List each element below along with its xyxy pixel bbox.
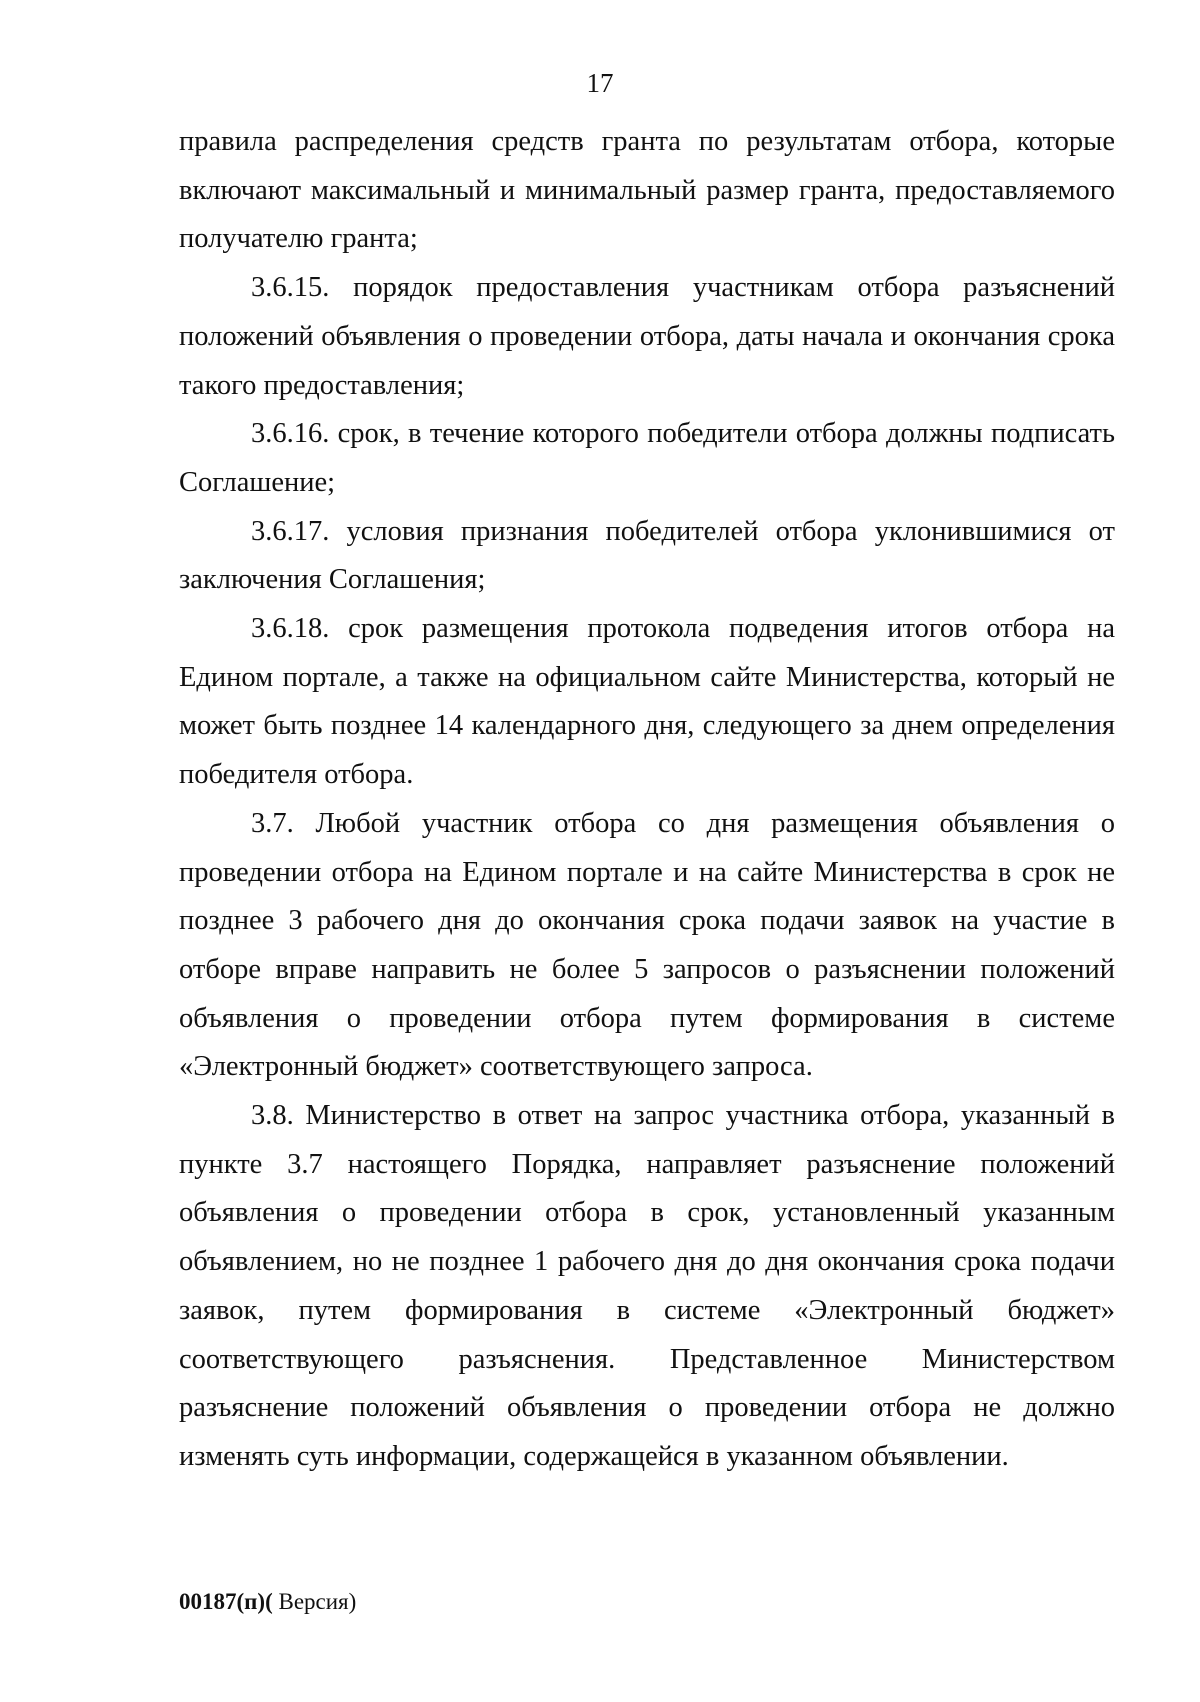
- page-number: 17: [586, 68, 614, 98]
- document-footer: [179, 1588, 356, 1616]
- paragraph-grant-distribution-rules: правила распределения средств гранта по результатам отбора, которые включают максимальный и минимальный размер гранта, предоставляемого получателю гранта;: [179, 126, 1115, 255]
- document-body: [179, 118, 1115, 1482]
- paragraph-3-6-18: 3.6.18. срок размещения протокола подведения итогов отбора на Едином портале, а также на официальном сайте Министерства, который не может быть позднее 14 календарного дня, следующего за днем определения победителя отбора.: [179, 613, 1115, 791]
- paragraph-3-8: 3.8. Министерство в ответ на запрос участника отбора, указанный в пункте 3.7 настоящего Порядка, направляет разъяснение положений объявления о проведении отбора в срок, установленный указанным объявлением, но не позднее 1 рабочего дня до дня окончания срока подачи заявок, путем формирования в системе «Электронный бюджет» соответствующего разъяснения. Представленное Министерством разъяснение положений объявления о проведении отбора не должно изменять суть информации, содержащейся в указанном объявлении.: [179, 1100, 1115, 1472]
- paragraph-3-6-17: 3.6.17. условия признания победителей отбора уклонившимися от заключения Соглашения;: [179, 515, 1115, 596]
- document-version: Версия): [272, 1589, 357, 1614]
- document-code: 00187(п)(: [179, 1589, 273, 1614]
- paragraph-3-6-15: 3.6.15. порядок предоставления участникам отбора разъяснений положений объявления о проведении отбора, даты начала и окончания срока такого предоставления;: [179, 272, 1115, 401]
- paragraph-3-6-16: 3.6.16. срок, в течение которого победители отбора должны подписать Соглашение;: [179, 418, 1115, 498]
- paragraph-3-7: 3.7. Любой участник отбора со дня размещения объявления о проведении отбора на Едином портале и на сайте Министерства в срок не позднее 3 рабочего дня до окончания срока подачи заявок на участие в отборе вправе направить не более 5 запросов о разъяснении положений объявления о проведении отбора путем формирования в системе «Электронный бюджет» соответствующего запроса.: [179, 807, 1115, 1083]
